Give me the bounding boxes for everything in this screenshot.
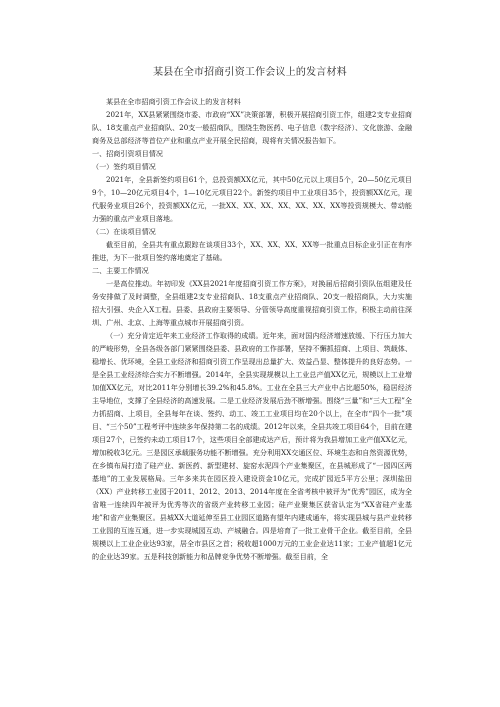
- section-heading: 二、主要工作情况: [92, 266, 149, 275]
- paragraph: 某县在全市招商引资工作会议上的发言材料: [106, 97, 241, 106]
- paragraph: 2021年，XX县紧紧围绕市委、市政府“XX”决策部署，积极开展招商引资工作，组建2支专业招商队、18支重点产业招商队、20支一般招商队，围绕生物医药、电子信息（数字经济）、文化旅游、金融商务及总部经济等首位产业和重点产业开展全民招商，现将有关情况报告如下。: [92, 110, 412, 145]
- section-heading: 一、招商引资项目情况: [92, 149, 163, 158]
- paragraph: 2021年，全县新签约项目61个，总投资额XX亿元，其中50亿元以上项目5个，20—50亿元项目9个，10—20亿元项目4个，1—10亿元项目22个。新签约项目中工业项目35个，投资额XX亿元，现代服务业项目26个，投资额XX亿元，一批XX、XX、XX、XX、XX、XX、XX等投资规模大、带动能力强的重点产业项目落地。: [92, 175, 412, 223]
- paragraph: （一）充分肯定近年来工业经济工作取得的成绩。近年来，面对国内经济增速放缓、下行压力加大的严峻形势，全县各级各部门紧紧围绕县委、县政府的工作部署，坚持不懈抓招商、上项目、筑载体、稳增长、优环境，全县工业经济和招商引资工作呈现出总量扩大、效益凸显、整体提升的良好态势。一是全县工业经济综合实力不断增强。2014年，全县实现规模以上工业总产值XX亿元，规模以上工业增加值XX亿元，对比2011年分别增长39.2%和45.8%。工业在全县三大产业中占比超50%，稳居经济主导地位，支撑了全县经济的高速发展。二是工业经济发展后劲不断增强。围绕“三量”和“三大工程”全力抓招商、上项目，全县每年在谈、签约、动工、竣工工业项目均在20个以上，在全市“四个一批”项目、“三个50”工程考评中连续多年保持第二名的成绩。2012年以来，全县共竣工项目64个，目前在建项目27个，已签约未动工项目17个，这些项目全部建成达产后，预计将为我县增加工业产值XX亿元，增加税收3亿元。三是园区承载服务功能不断增强。充分利用XX交通区位、环境生态和自然资源优势，在乡镇布局打造了硅产业、新医药、新型建材、旋窑水泥四个产业集聚区，在县城形成了“一园四区两基地”的工业发展格局。三年多来共在园区投入建设资金10亿元，完成扩园近5平方公里；深圳盐田（XX）产业转移工业园于2011、2012、2013、2014年度在全省考核中被评为“优秀”园区，成为全省唯一连续四年被评为优秀等次的省级产业转移工业园；硅产业聚集区获省认定为“XX省硅产业基地”和省产业集聚区。县城XX大道延伸至县工业园区道路有望年内建成通车，将实现县城与县产业转移工业园的互连互通，进一步实现城园互动、产城融合。四是培育了一批工业骨干企业。截至目前，全县规模以上工业企业达93家，居全市县区之首；税收超1000万元的工业企业达11家；工业产值超1亿元的企业达39家。五是科技创新能力和品牌竞争优势不断增强。截至目前，全: [92, 331, 413, 561]
- paragraph: 一是高位推动。年初印发《XX县2021年度招商引资工作方案》，对换届后招商引资队伍组建及任务安排做了及时调整，全县组建2支专业招商队、18支重点产业招商队、20支一般招商队，大力实施招大引强、央企入X工程。县委、县政府主要领导、分管领导高度重视招商引资工作，积极主动前往深圳、广州、北京、上海等重点城市开展招商引资。: [92, 279, 412, 327]
- section-heading: （二）在谈项目情况: [92, 227, 156, 236]
- document-body: [92, 95, 412, 563]
- paragraph: 截至目前，全县共有重点跟踪在谈项目33个，XX、XX、XX、XX等一批重点目标企业引正在有序推进，为下一批项目签约落地奠定了基础。: [92, 240, 412, 262]
- section-heading: （一）签约项目情况: [92, 162, 156, 171]
- document-title: 某县在全市招商引资工作会议上的发言材料: [153, 67, 347, 78]
